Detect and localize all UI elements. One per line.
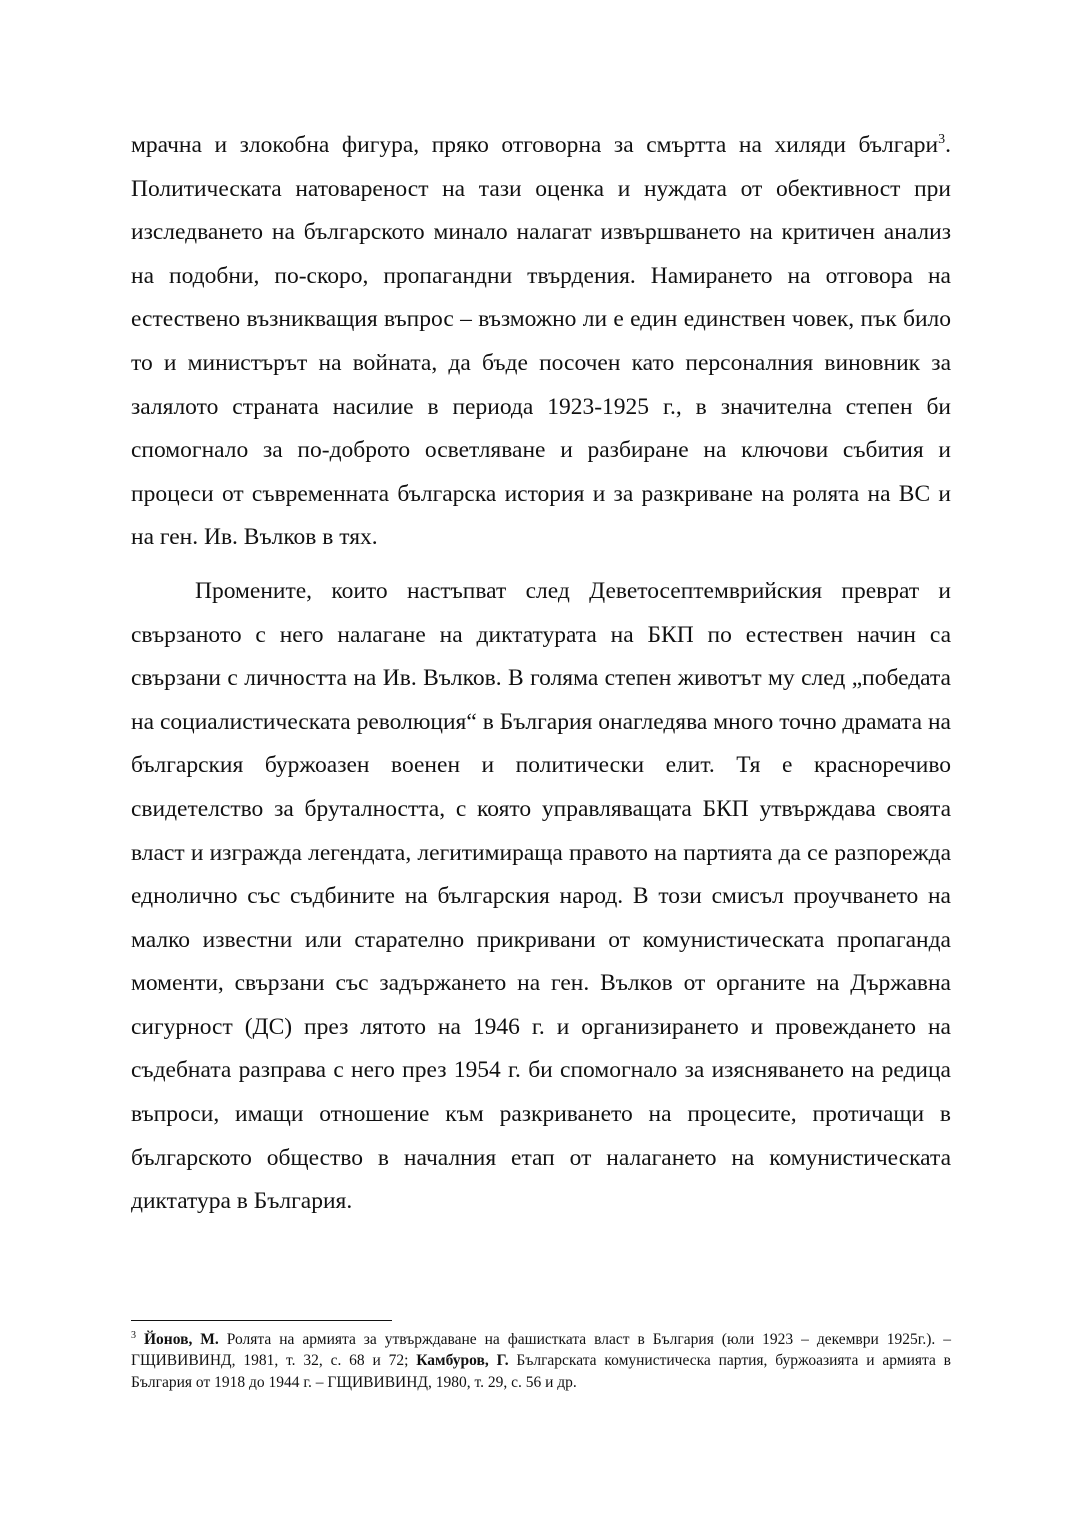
paragraph-1-text-continued: . Политическата натовареност на тази оценка и нуждата от обективност при изследването на българското минало налагат извършването на критичен анализ на подобни, по-скоро, пропагандни твърдения. Намирането на отговора на естествено възникващия въпрос – възможно ли е един единствен човек, пък било то и министърът на войната, да бъде посочен като персоналния виновник за залялото страната насилие в периода 1923-1925 г., в значителна степен би спомогнало за по-доброто осветляване и разбиране на ключови събития и процеси от съвременната българска история и за разкриване на ролята на ВС и на ген. Ив. Вълков в тях. [131, 132, 951, 551]
footnote-author-2: Камбуров, Г. [416, 1352, 509, 1370]
footnote-separator [131, 1320, 392, 1321]
footnote-number: 3 [131, 1329, 136, 1341]
body-text [131, 124, 951, 1224]
paragraph-2: Промените, които настъпват след Деветосептемврийския преврат и свързаното с него налагане на диктатурата на БКП по естествен начин са свързани с личността на Ив. Вълков. В голяма степен животът му след „победата на социалистическата революция“ в България онагледява много точно драмата на българския буржоазен военен и политически елит. Тя е красноречиво свидетелство за бруталността, с която управляващата БКП утвърждава своята власт и изгражда легендата, легитимираща правото на партията да се разпорежда еднолично със съдбините на българския народ. В този смисъл проучването на малко известни или старателно прикривани от комунистическата пропаганда моменти, свързани със задържането на ген. Вълков от органите на Държавна сигурност (ДС) през лятото на 1946 г. и организирането и провеждането на съдебната разправа с него през 1954 г. би спомогнало за изясняването на редица въпроси, имащи отношение към разкриването на процесите, протичащи в българското общество в началния етап от налагането на комунистическата диктатура в България. [131, 577, 951, 1215]
footnote-reference-3[interactable]: 3 [938, 132, 946, 148]
footnote-3 [131, 1329, 951, 1393]
footnote-citation-1: Ролята на армията за утвърждаване на фашистката власт в България (юли 1923 – декември 1925г.). – ГЩИВИВИНД, 1981, т. 32, с. 68 и 72; [131, 1331, 951, 1370]
footnote-citation-2: Българската комунистическа партия, буржоазията и армията в България от 1918 до 1944 г. – ГЩИВИВИНД, 1980, т. 29, с. 56 и др. [131, 1352, 951, 1391]
paragraph-1-text: мрачна и злокобна фигура, пряко отговорна за смъртта на хиляди българи [131, 132, 939, 158]
footnote-author-1: Йонов, М. [143, 1331, 219, 1348]
paragraph-1 [131, 124, 951, 560]
footnotes [131, 1329, 951, 1393]
